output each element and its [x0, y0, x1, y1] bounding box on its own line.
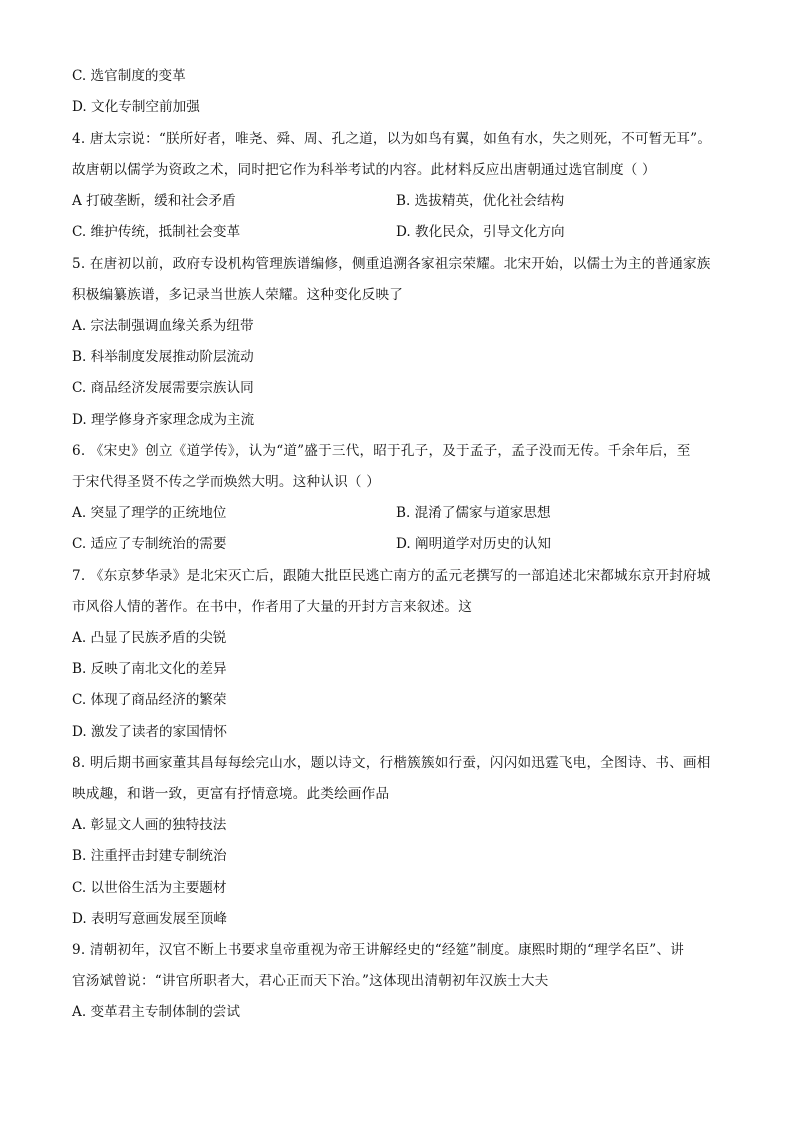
q6-stem-line-2: 于宋代得圣贤不传之学而焕然大明。这种认识（ ） — [72, 474, 380, 490]
q4-option-a: A 打破垄断，缓和社会矛盾 — [72, 193, 236, 209]
q7-stem-line-1: 7. 《东京梦华录》是北宋灭亡后，跟随大批臣民逃亡南方的孟元老撰写的一部追述北宋都城东京开封府城 — [72, 568, 711, 584]
q4-option-d: D. 教化民众，引导文化方向 — [396, 224, 565, 240]
q9-option-a: A. 变革君主专制体制的尝试 — [72, 1004, 240, 1020]
q5-stem-line-2: 积极编纂族谱，多记录当世族人荣耀。这种变化反映了 — [72, 287, 404, 303]
q8-option-a: A. 彰显文人画的独特技法 — [72, 817, 227, 833]
q7-option-b: B. 反映了南北文化的差异 — [72, 661, 227, 677]
q6-option-d: D. 阐明道学对历史的认知 — [396, 536, 551, 552]
q7-stem-line-2: 市风俗人情的著作。在书中，作者用了大量的开封方言来叙述。这 — [72, 599, 473, 615]
q4-option-b: B. 选拔精英，优化社会结构 — [396, 193, 565, 209]
q8-option-d: D. 表明写意画发展至顶峰 — [72, 911, 227, 927]
q8-stem-line-2: 映成趣，和谐一致，更富有抒情意境。此类绘画作品 — [72, 786, 390, 802]
q8-option-b: B. 注重抨击封建专制统治 — [72, 848, 227, 864]
q8-option-c: C. 以世俗生活为主要题材 — [72, 880, 227, 896]
q5-option-b: B. 科举制度发展推动阶层流动 — [72, 349, 254, 365]
q5-stem-line-1: 5. 在唐初以前，政府专设机构管理族谱编修，侧重追溯各家祖宗荣耀。北宋开始，以儒士为主的普通家族 — [72, 256, 711, 272]
q7-option-a: A. 凸显了民族矛盾的尖锐 — [72, 630, 227, 646]
q6-stem-line-1: 6. 《宋史》创立《道学传》，认为“道”盛于三代，昭于孔子，及于孟子，孟子没而无传。千余年后，至 — [72, 443, 691, 459]
q6-option-c: C. 适应了专制统治的需要 — [72, 536, 227, 552]
q6-option-a: A. 突显了理学的正统地位 — [72, 505, 227, 521]
q4-option-c: C. 维护传统，抵制社会变革 — [72, 224, 241, 240]
q8-stem-line-1: 8. 明后期书画家董其昌每每绘完山水，题以诗文，行楷簇簇如行蚕，闪闪如迅霆飞电，全图诗、书、画相 — [72, 755, 711, 771]
q3-option-c: C. 选官制度的变革 — [72, 68, 186, 84]
q3-option-d: D. 文化专制空前加强 — [72, 99, 200, 115]
q5-option-a: A. 宗法制强调血缘关系为纽带 — [72, 318, 254, 334]
q6-option-b: B. 混淆了儒家与道家思想 — [396, 505, 551, 521]
q4-stem-line-1: 4. 唐太宗说：“朕所好者，唯尧、舜、周、孔之道，以为如鸟有翼，如鱼有水，失之则死，不可暂无耳”。 — [72, 131, 712, 147]
q9-stem-line-1: 9. 清朝初年，汉官不断上书要求皇帝重视为帝王讲解经史的“经筵”制度。康熙时期的“理学名臣”、讲 — [72, 942, 685, 958]
q5-option-c: C. 商品经济发展需要宗族认同 — [72, 380, 254, 396]
q7-option-c: C. 体现了商品经济的繁荣 — [72, 692, 227, 708]
q7-option-d: D. 激发了读者的家国情怀 — [72, 724, 227, 740]
q9-stem-line-2: 官汤斌曾说：“讲官所职者大，君心正而天下治。”这体现出清朝初年汉族士大夫 — [72, 973, 549, 989]
q4-stem-line-2: 故唐朝以儒学为资政之术，同时把它作为科举考试的内容。此材料反应出唐朝通过选官制度（ ） — [72, 162, 656, 178]
q5-option-d: D. 理学修身齐家理念成为主流 — [72, 412, 255, 428]
